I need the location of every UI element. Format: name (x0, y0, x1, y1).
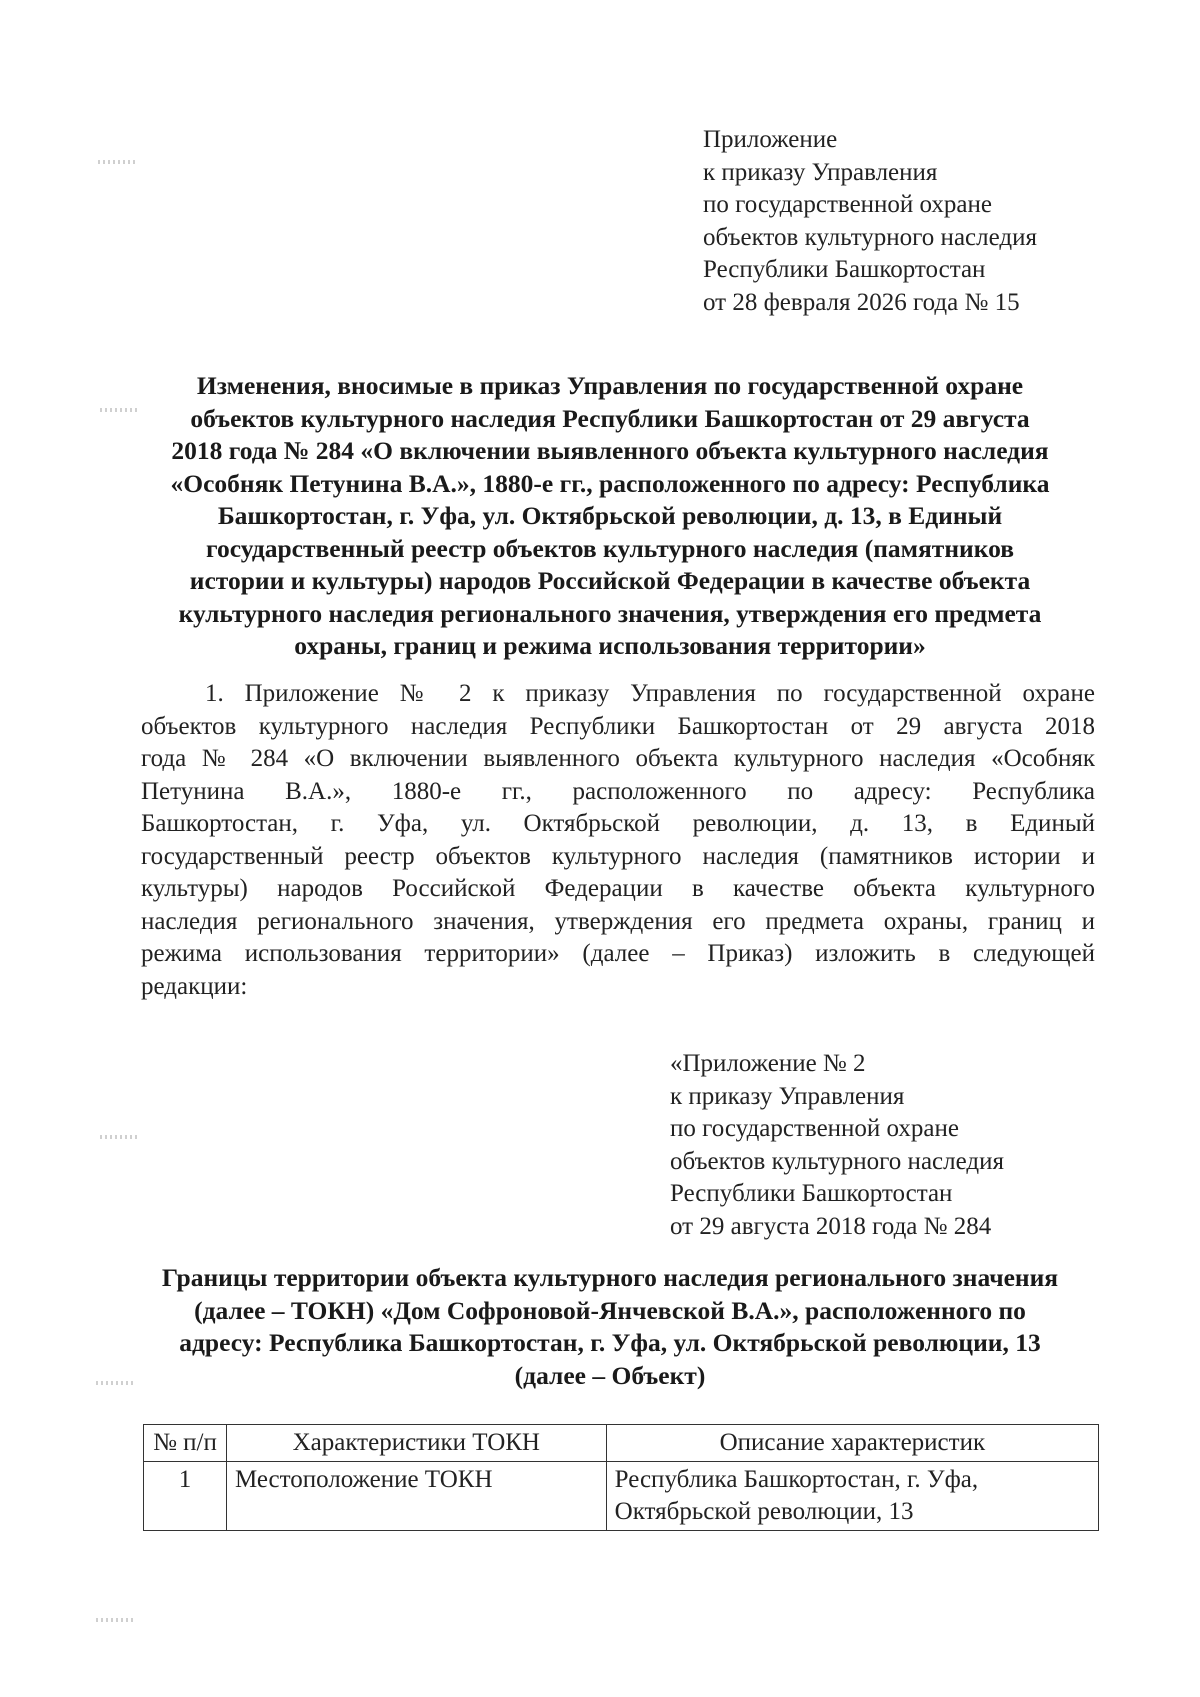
appendix-line: Республики Башкортостан (703, 256, 986, 283)
description-line: Республика Башкортостан, г. Уфа, (614, 1466, 979, 1493)
title-line: Башкортостан, г. Уфа, ул. Октябрьской революции, д. 13, в Единый (217, 501, 1003, 530)
title-line: «Особняк Петунина В.А.», 1880-е гг., расположенного по адресу: Республика (170, 468, 1050, 498)
scan-artifact (98, 160, 138, 164)
title-line: (далее – ТОКН) «Дом Софроновой-Янчевской В.А.», расположенного по (194, 1295, 1026, 1325)
cell-num: 1 (144, 1462, 227, 1531)
title-line: (далее – Объект) (514, 1360, 706, 1390)
appendix-line: от 28 февраля 2026 года № 15 (703, 288, 1020, 316)
appendix-line: по государственной охране (670, 1115, 960, 1142)
title-line: объектов культурного наследия Республики Башкортостан от 29 августа (190, 403, 1030, 433)
characteristics-table (143, 1424, 1099, 1531)
paragraph-line: культуры) народов Российской Федерации в качестве объекта культурного (141, 875, 1095, 902)
header-num: № п/п (144, 1425, 227, 1462)
title-line: 2018 года № 284 «О включении выявленного объекта культурного наследия (171, 436, 1049, 465)
cell-description (606, 1462, 1098, 1531)
paragraph-line: объектов культурного наследия Республики Башкортостан от 29 августа 2018 (141, 712, 1095, 740)
title-line: охраны, границ и режима использования территории» (294, 631, 926, 660)
appendix-line: к приказу Управления (670, 1082, 905, 1110)
paragraph-line: года № 284 «О включении выявленного объекта культурного наследия «Особняк (141, 745, 1095, 772)
title-line: государственный реестр объектов культурного наследия (памятников (206, 533, 1014, 563)
boundaries-title (140, 1262, 1080, 1392)
scan-artifact (100, 1135, 140, 1139)
title-line: истории и культуры) народов Российской Федерации в качестве объекта (189, 566, 1031, 595)
appendix-line: Приложение (703, 126, 838, 153)
header-characteristic: Характеристики ТОКН (226, 1425, 606, 1462)
appendix-line: к приказу Управления (703, 158, 938, 186)
paragraph-line: Башкортостан, г. Уфа, ул. Октябрьской революции, д. 13, в Единый (141, 810, 1095, 837)
scan-artifact (96, 1618, 136, 1622)
paragraph-line: режима использования территории» (далее – Приказ) изложить в следующей (141, 940, 1095, 967)
paragraph-1 (141, 678, 1095, 1003)
title-line: Границы территории объекта культурного наследия регионального значения (161, 1263, 1059, 1292)
document-title (140, 370, 1080, 663)
cell-characteristic: Местоположение ТОКН (226, 1462, 606, 1531)
appendix-header (703, 124, 1037, 319)
appendix-line: объектов культурного наследия (670, 1147, 1004, 1175)
paragraph-line: 1. Приложение № 2 к приказу Управления по государственной охране (205, 680, 1095, 707)
appendix-line: по государственной охране (703, 191, 993, 218)
paragraph-line: Петунина В.А.», 1880-е гг., расположенного по адресу: Республика (141, 777, 1095, 805)
title-line: адресу: Республика Башкортостан, г. Уфа, ул. Октябрьской революции, 13 (179, 1328, 1041, 1357)
table-row (144, 1462, 1099, 1531)
description-line: Октябрьской революции, 13 (614, 1498, 914, 1525)
scan-artifact (100, 408, 140, 412)
appendix-line: Республики Башкортостан (670, 1180, 953, 1207)
appendix-line: объектов культурного наследия (703, 223, 1037, 251)
appendix-line: от 29 августа 2018 года № 284 (670, 1212, 992, 1240)
header-description: Описание характеристик (606, 1425, 1098, 1462)
paragraph-line: государственный реестр объектов культурного наследия (памятников истории и (141, 842, 1095, 870)
appendix-2-header (670, 1048, 1004, 1243)
paragraph-line: наследия регионального значения, утверждения его предмета охраны, границ и (141, 907, 1095, 935)
scan-artifact (96, 1381, 136, 1385)
table-header-row (144, 1425, 1099, 1462)
appendix-line: «Приложение № 2 (670, 1050, 866, 1077)
title-line: культурного наследия регионального значения, утверждения его предмета (178, 598, 1042, 628)
paragraph-line: редакции: (141, 972, 248, 1000)
title-line: Изменения, вносимые в приказ Управления по государственной охране (196, 371, 1024, 400)
